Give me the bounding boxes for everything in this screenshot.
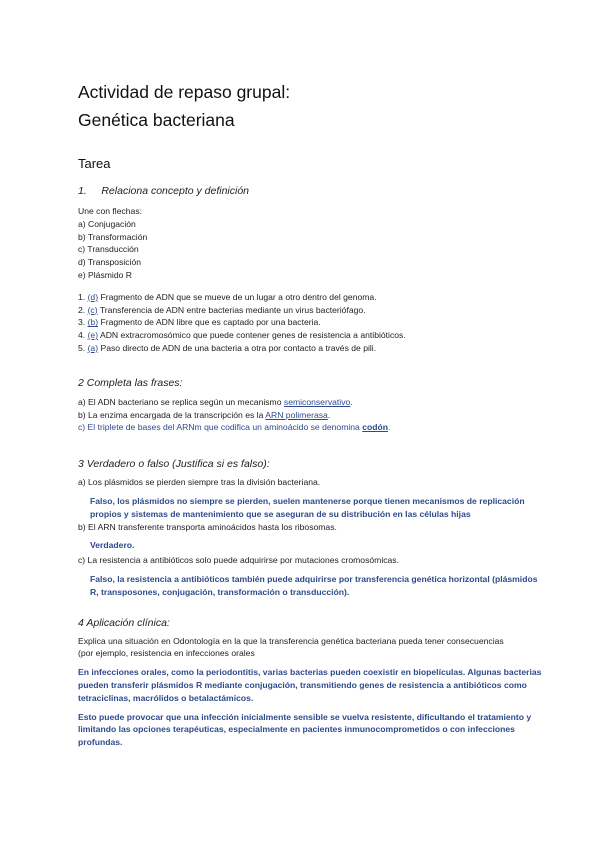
match-item-2 [78,304,528,317]
fill-answer-c: codón [362,422,389,433]
match-answer-5: (a) [87,342,99,353]
match-answer-2: (c) [87,304,98,315]
tf-question-c: c) La resistencia a antibióticos solo puede adquirirse por mutaciones cromosómicas. [78,555,399,566]
option-d: d) Transposición [78,257,142,268]
match-answer-1: (d) [87,291,99,302]
section-2-title: 2 Completa las frases: [78,376,183,389]
match-item-1 [78,291,528,304]
fill-answer-b: ARN polimerasa [265,409,328,420]
fill-end-b: . [327,409,331,420]
match-answer-3: (b) [87,317,99,328]
clinical-answer-p2-line-2: limitando las opciones terapéuticas, especialmente en pacientes inmunocomprometidos o con infecciones [78,724,515,735]
option-a: a) Conjugación [78,218,136,229]
option-b: b) Transformación [78,231,148,242]
option-c: c) Transducción [78,244,139,255]
match-text-2: Transferencia de ADN entre bacterias mediante un virus bacteriófago. [97,304,366,315]
tf-answer-c-line-1: Falso, la resistencia a antibióticos también puede adquirirse por transferencia genética horizontal (plásmidos [90,573,538,584]
section-1-title: 1. Relaciona concepto y definición [78,185,250,197]
section-4-title: 4 Aplicación clínica: [78,616,170,629]
match-text-5: Paso directo de ADN de una bacteria a otra por contacto a través de pili. [98,342,377,353]
section-1-intro: Une con flechas: [78,206,143,216]
fill-text-a: a) El ADN bacteriano se replica según un mecanismo [78,396,284,407]
clinical-answer-p1-line-3: tetraciclinas, macrólidos o betalactámicos. [78,692,254,703]
match-text-3: Fragmento de ADN libre que es captado por una bacteria. [98,317,321,328]
section-1 [78,185,528,355]
section-4 [78,616,542,749]
match-item-5 [78,342,528,355]
match-num-1: 1. [78,291,86,302]
document-page [78,78,542,749]
fill-text-b: b) La enzima encargada de la transcripción es la [78,409,266,420]
match-text-4: ADN extracromosómico que puede contener genes de resistencia a antibióticos. [98,330,406,341]
fill-answer-a: semiconservativo [283,396,351,407]
section-3-title: 3 Verdadero o falso (Justifica si es falso): [78,458,270,471]
fill-item-a [78,396,528,409]
clinical-answer-p1-line-2: pueden transferir plásmidos R mediante conjugación, transmitiendo genes de resistencia a antibióticos como [78,679,527,690]
tf-question-a: a) Los plásmidos se pierden siempre tras la división bacteriana. [78,477,321,488]
fill-end-c: . [388,422,391,433]
match-answer-4: (e) [87,330,99,341]
match-item-4 [78,329,528,342]
tf-question-b: b) El ARN transferente transporta aminoácidos hasta los ribosomas. [78,521,337,532]
title-line-1: Actividad de repaso grupal: [78,82,291,102]
fill-text-c: c) El triplete de bases del ARNm que codifica un aminoácido se denomina [78,422,363,433]
option-e: e) Plásmido R [78,269,132,280]
clinical-question-line-2: (por ejemplo, resistencia en infecciones orales [78,648,255,659]
match-num-2: 2. [78,304,86,315]
section-2 [78,377,528,434]
clinical-answer-p1-line-1: En infecciones orales, como la periodontitis, varias bacterias pueden coexistir en biopelículas. Algunas bacterias [78,667,542,678]
fill-end-a: . [350,396,353,407]
match-text-1: Fragmento de ADN que se mueve de un lugar a otro dentro del genoma. [98,291,377,302]
tarea-heading: Tarea [78,156,111,171]
match-item-3 [78,316,528,329]
clinical-question-line-1: Explica una situación en Odontología en la que la transferencia genética bacteriana pueda tener consecuencias [78,635,504,646]
section-3 [78,458,538,598]
tf-answer-a-line-1: Falso, los plásmidos no siempre se pierden, suelen mantenerse porque tienen mecanismos de replicación [90,495,525,506]
fill-item-b [78,409,528,422]
match-num-5: 5. [78,342,86,353]
match-num-3: 3. [78,317,86,328]
tf-answer-a-line-2: propios y sistemas de mantenimiento que se aseguran de su distribución en las células hijas [90,508,471,519]
match-num-4: 4. [78,330,86,341]
tf-answer-c-line-2: R, transposones, conjugación, transformación o transducción). [90,586,350,597]
clinical-answer-p2-line-1: Esto puede provocar que una infección inicialmente sensible se vuelva resistente, dificultando el tratamiento y [78,711,532,722]
tf-answer-b: Verdadero. [90,540,135,551]
fill-item-c [78,421,528,434]
clinical-answer-p2-line-3: profundas. [78,737,123,748]
title-line-2: Genética bacteriana [78,110,235,130]
